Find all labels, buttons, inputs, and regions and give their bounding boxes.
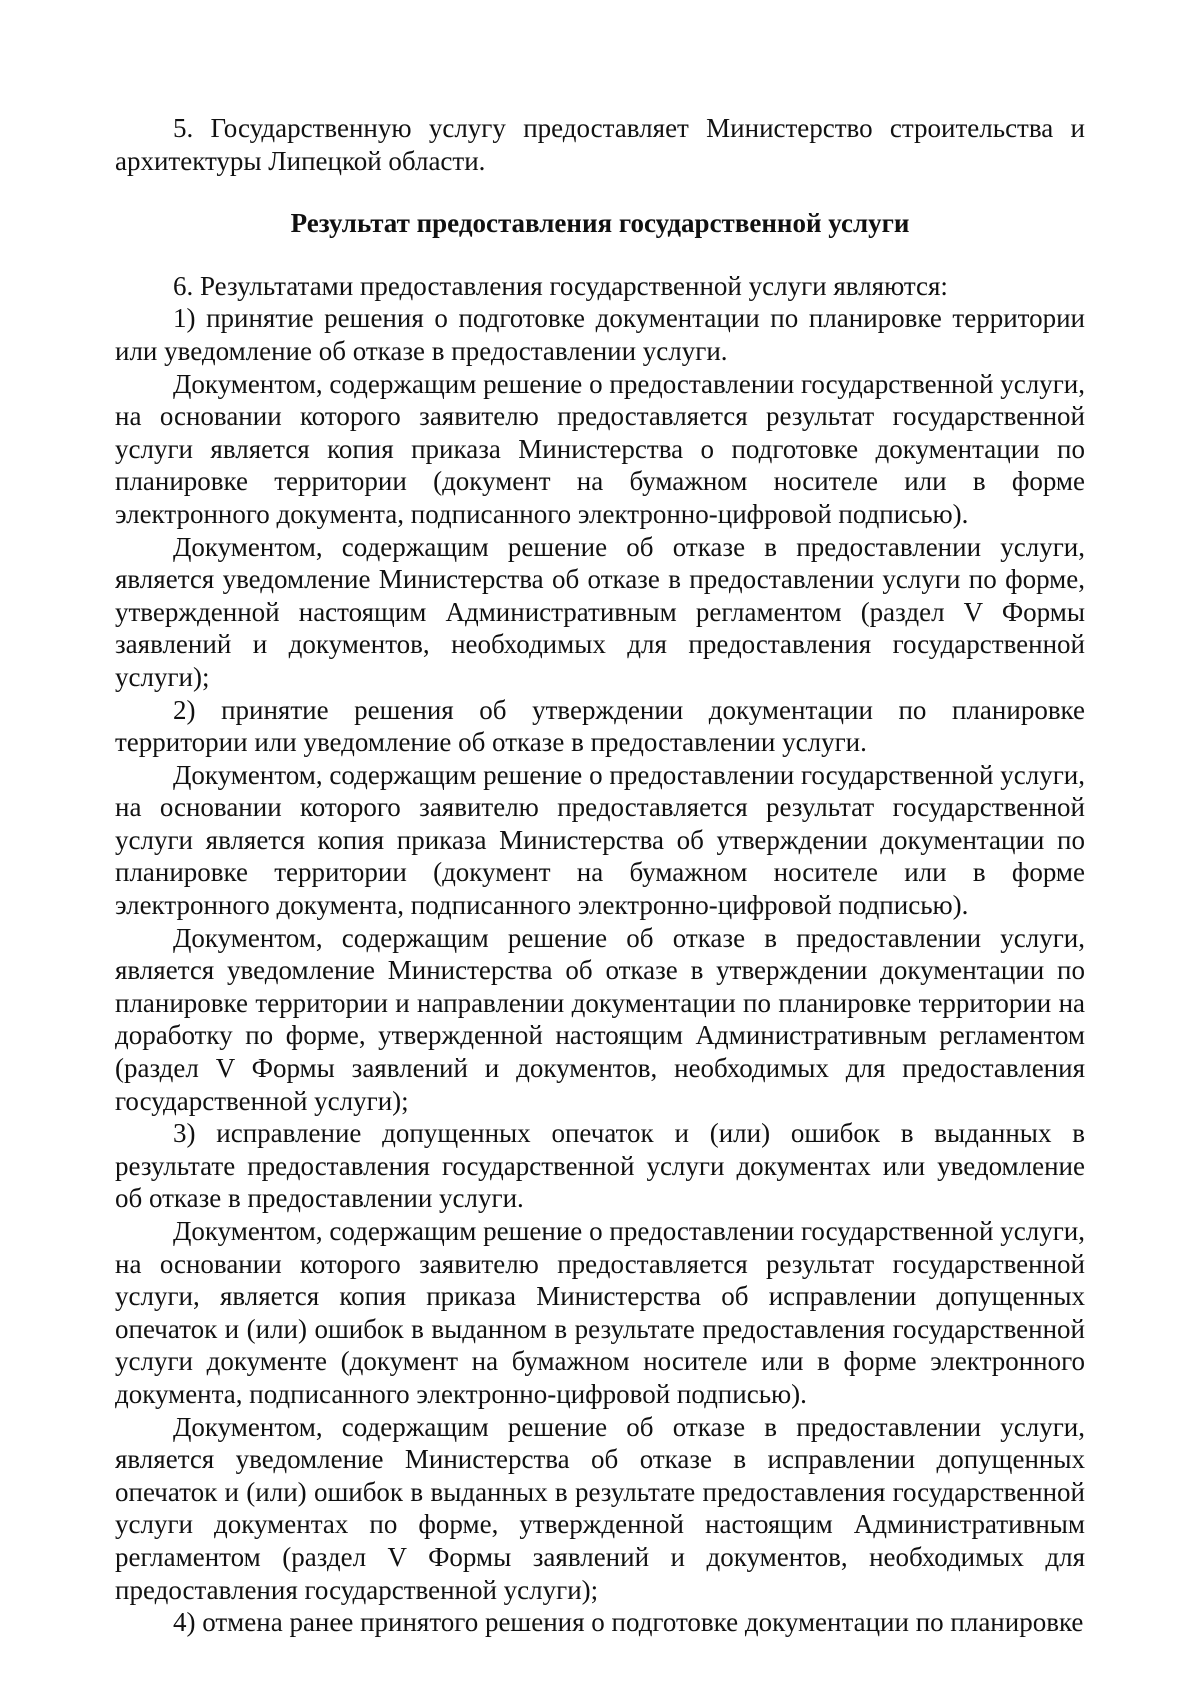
- paragraph-6-item-1: 1) принятие решения о подготовке документации по планировке территории или уведомление об отказе в предоставлении услуги.: [115, 303, 1085, 366]
- paragraph-item-1-decision: Документом, содержащим решение о предоставлении государственной услуги, на основании которого заявителю предоставляется результат государственной услуги является копия приказа Министерства о подготовке документации по планировке территории (документ на бумажном носителе или в форме электронного документа, подписанного электронно-цифровой подписью).: [115, 368, 1085, 529]
- paragraph-6-item-2: 2) принятие решения об утверждении документации по планировке территории или уведомление об отказе в предоставлении услуги.: [115, 694, 1085, 758]
- paragraph-item-2-refusal: Документом, содержащим решение об отказе в предоставлении услуги, является уведомление Министерства об отказе в утверждении документации по планировке территории и направлении документации по планировке территории на доработку по форме, утвержденной настоящим Административным регламентом (раздел V Формы заявлений и документов, необходимых для предоставления государственной услуги);: [115, 922, 1085, 1116]
- paragraph-item-1-refusal: Документом, содержащим решение об отказе в предоставлении услуги, является уведомление Министерства об отказе в предоставлении услуги по форме, утвержденной настоящим Административным регламентом (раздел V Формы заявлений и документов, необходимых для предоставления государственной услуги);: [115, 531, 1085, 692]
- document-body: [115, 112, 1085, 1639]
- paragraph-6-item-4: 4) отмена ранее принятого решения о подготовке документации по планировке: [173, 1607, 1084, 1638]
- paragraph-item-3-decision: Документом, содержащим решение о предоставлении государственной услуги, на основании которого заявителю предоставляется результат государственной услуги, является копия приказа Министерства об исправлении допущенных опечаток и (или) ошибок в выданном в результате предоставления государственной услуги документе (документ на бумажном носителе или в форме электронного документа, подписанного электронно-цифровой подписью).: [115, 1216, 1085, 1409]
- paragraph-6-intro: 6. Результатами предоставления государственной услуги являются:: [173, 270, 948, 301]
- paragraph-item-2-decision: Документом, содержащим решение о предоставлении государственной услуги, на основании которого заявителю предоставляется результат государственной услуги является копия приказа Министерства об утверждении документации по планировке территории (документ на бумажном носителе или в форме электронного документа, подписанного электронно-цифровой подписью).: [115, 759, 1085, 921]
- section-heading: Результат предоставления государственной услуги: [290, 208, 910, 239]
- paragraph-5: 5. Государственную услугу предоставляет Министерство строительства и архитектуры Липецкой области.: [115, 113, 1085, 176]
- paragraph-item-3-refusal: Документом, содержащим решение об отказе в предоставлении услуги, является уведомление Министерства об отказе в исправлении допущенных опечаток и (или) ошибок в выданных в результате предоставления государственной услуги документах по форме, утвержденной настоящим Административным регламентом (раздел V Формы заявлений и документов, необходимых для предоставления государственной услуги);: [115, 1411, 1085, 1605]
- paragraph-6-item-3: 3) исправление допущенных опечаток и (или) ошибок в выданных в результате предоставления государственной услуги документах или уведомление об отказе в предоставлении услуги.: [115, 1118, 1085, 1214]
